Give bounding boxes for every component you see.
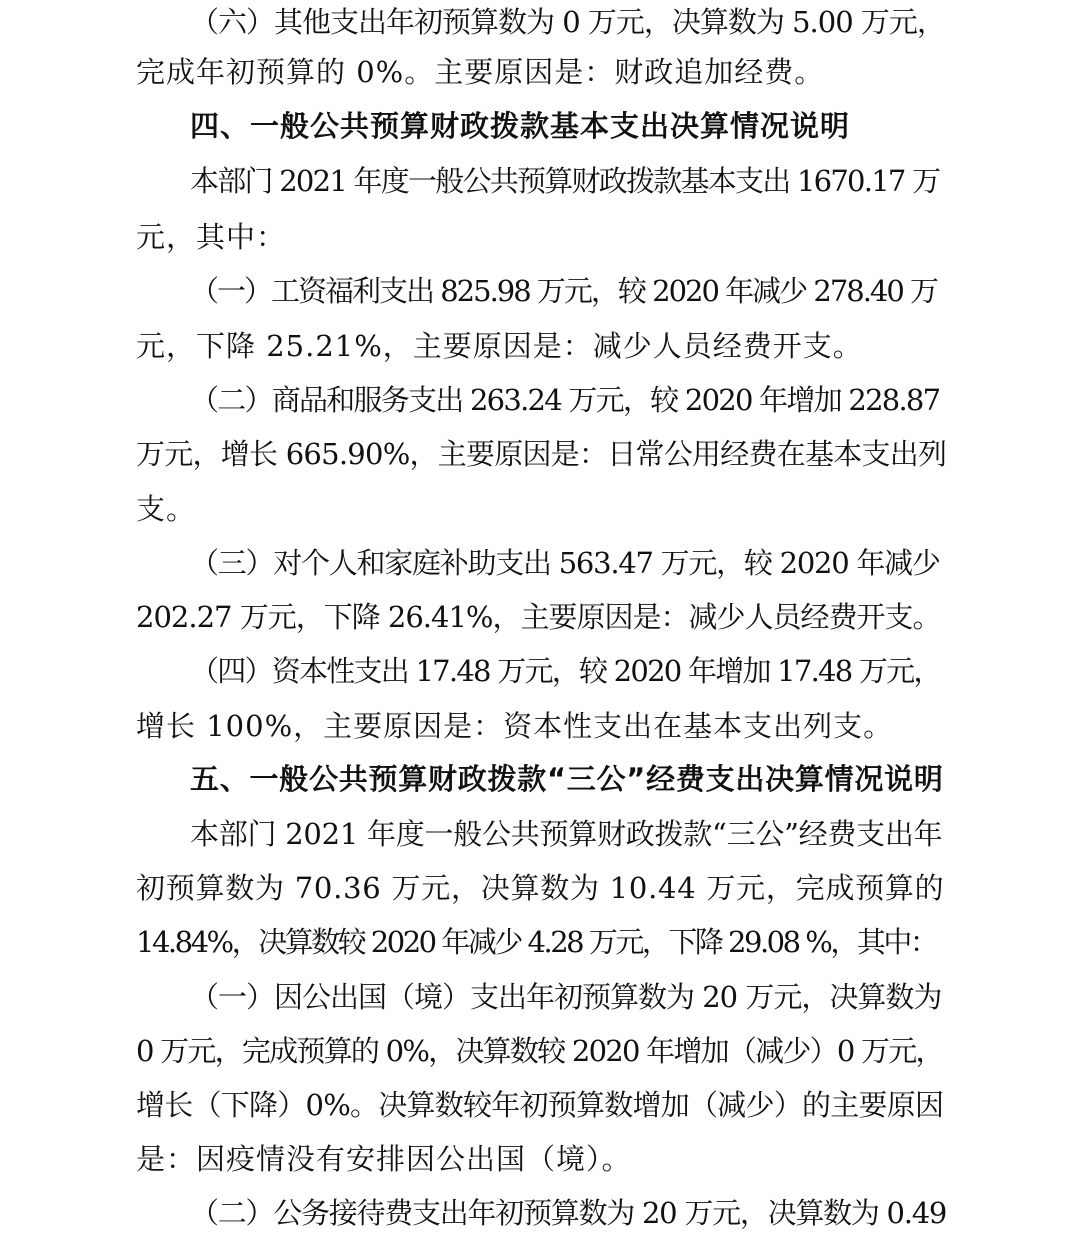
paragraph-line: 增长（下降）0%。决算数较年初预算数增加（减少）的主要原因 — [136, 1088, 944, 1122]
paragraph-line: 14.84%，决算数较 2020 年减少 4.28 万元，下降 29.08 %，其中： — [136, 925, 937, 959]
paragraph-line: 增长 100%，主要原因是：资本性支出在基本支出列支。 — [136, 709, 894, 743]
section-heading: 五、一般公共预算财政拨款“三公”经费支出决算情况说明 — [190, 762, 944, 796]
paragraph-line: 本部门 2021 年度一般公共预算财政拨款“三公”经费支出年 — [190, 817, 943, 851]
paragraph-line: 完成年初预算的 0%。主要原因是：财政追加经费。 — [136, 55, 825, 89]
paragraph-line: （一）因公出国（境）支出年初预算数为 20 万元，决算数为 — [190, 980, 942, 1014]
paragraph-line: 是：因疫情没有安排因公出国（境）。 — [136, 1142, 632, 1176]
paragraph-line: 万元，增长 665.90%，主要原因是：日常公用经费在基本支出列 — [136, 437, 947, 471]
paragraph-line: （二）商品和服务支出 263.24 万元，较 2020 年增加 228.87 — [190, 383, 940, 417]
paragraph-line: 支。 — [136, 492, 197, 526]
paragraph-line: 元，其中： — [136, 220, 287, 254]
paragraph-line: （六）其他支出年初预算数为 0 万元，决算数为 5.00 万元， — [190, 5, 945, 39]
paragraph-line: 元，下降 25.21%，主要原因是：减少人员经费开支。 — [136, 329, 863, 363]
paragraph-line: （一）工资福利支出 825.98 万元，较 2020 年减少 278.40 万 — [190, 274, 938, 308]
paragraph-line: 初预算数为 70.36 万元，决算数为 10.44 万元，完成预算的 — [136, 871, 945, 905]
paragraph-line: 202.27 万元，下降 26.41%，主要原因是：减少人员经费开支。 — [136, 600, 941, 634]
paragraph-line: （二）公务接待费支出年初预算数为 20 万元，决算数为 0.49 — [190, 1196, 947, 1230]
paragraph-line: 本部门 2021 年度一般公共预算财政拨款基本支出 1670.17 万 — [190, 164, 940, 198]
paragraph-line: （四）资本性支出 17.48 万元，较 2020 年增加 17.48 万元， — [190, 654, 941, 688]
paragraph-line: 0 万元，完成预算的 0%，决算数较 2020 年增加（减少）0 万元， — [136, 1034, 943, 1068]
paragraph-line: （三）对个人和家庭补助支出 563.47 万元，较 2020 年减少 — [190, 546, 940, 580]
section-heading: 四、一般公共预算财政拨款基本支出决算情况说明 — [190, 109, 851, 143]
